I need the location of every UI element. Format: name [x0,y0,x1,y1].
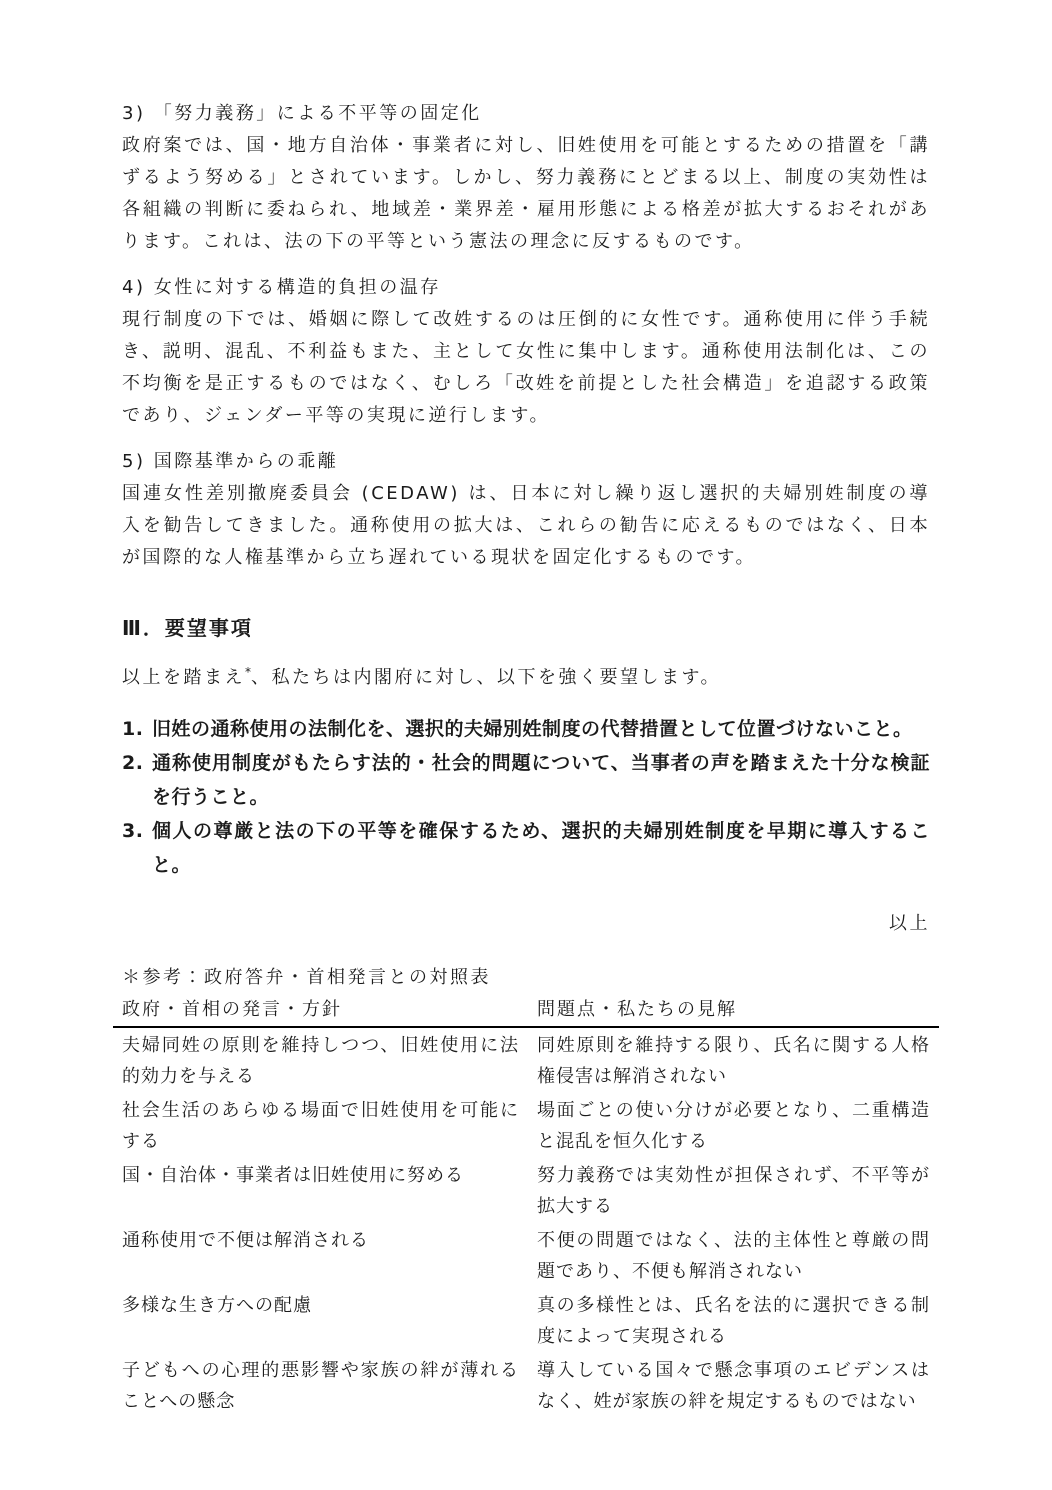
cell-government-statement: 子どもへの心理的悪影響や家族の絆が薄れることへの懸念 [122,1360,519,1412]
demand-item-2 [122,746,930,814]
demand-text: 旧姓の通称使用の法制化を、選択的夫婦別姓制度の代替措置として位置づけないこと。 [152,718,913,740]
asterisk-superscript: * [245,665,251,679]
table-header-government: 政府・首相の発言・方針 [113,994,528,1027]
table-row [113,1027,939,1093]
section-body: 政府案では、国・地方自治体・事業者に対し、旧姓使用を可能とするための措置を「講ずるよう努める」とされています。しかし、努力義務にとどまる以上、制度の実効性は各組織の判断に委ねられ、地域差・業界差・雇用形態による格差が拡大するおそれがあります。これは、法の下の平等という憲法の理念に反するものです。 [122,135,930,252]
cell-our-view: 努力義務では実効性が担保されず、不平等が拡大する [537,1165,930,1217]
table-header-row [113,994,939,1027]
closing-text: 以上 [889,913,930,934]
requests-intro [122,662,930,694]
demand-text: 通称使用制度がもたらす法的・社会的問題について、当事者の声を踏まえた十分な検証を行うこと。 [152,752,930,808]
requests-section-heading: Ⅲ．要望事項 [122,616,253,640]
table-header-issues: 問題点・私たちの見解 [528,994,939,1027]
section-5-international-standards [122,446,930,574]
section-heading: 3) 「努力義務」による不平等の固定化 [122,103,482,124]
comparison-table-body [113,1027,939,1418]
section-body: 国連女性差別撤廃委員会 (CEDAW) は、日本に対し繰り返し選択的夫婦別姓制度の導入を勧告してきました。通称使用の拡大は、これらの勧告に応えるものではなく、日本が国際的な人権基準から立ち遅れている現状を固定化するものです。 [122,483,930,568]
table-row [113,1223,939,1288]
demand-number: 2. [122,752,144,774]
table-row [113,1093,939,1158]
table-row [113,1158,939,1223]
section-3-effort-obligation [122,98,930,258]
demand-item-1 [122,712,930,746]
cell-government-statement: 夫婦同姓の原則を維持しつつ、旧姓使用に法的効力を与える [122,1035,519,1087]
table-row [113,1353,939,1418]
section-4-structural-burden [122,272,930,432]
reference-note: ＊参考：政府答弁・首相発言との対照表 [122,967,491,988]
demand-number: 3. [122,820,144,842]
cell-government-statement: 通称使用で不便は解消される [122,1230,369,1251]
section-body: 現行制度の下では、婚姻に際して改姓するのは圧倒的に女性です。通称使用に伴う手続き、説明、混乱、不利益もまた、主として女性に集中します。通称使用法制化は、この不均衡を是正するものではなく、むしろ「改姓を前提とした社会構造」を追認する政策であり、ジェンダー平等の実現に逆行します。 [122,309,930,426]
cell-our-view: 導入している国々で懸念事項のエビデンスはなく、姓が家族の絆を規定するものではない [537,1360,930,1412]
cell-government-statement: 国・自治体・事業者は旧姓使用に努める [122,1165,464,1186]
cell-our-view: 同姓原則を維持する限り、氏名に関する人格権侵害は解消されない [537,1035,930,1087]
intro-text-before: 以上を踏まえ [122,667,245,688]
intro-text-after: 、私たちは内閣府に対し、以下を強く要望します。 [251,667,722,688]
cell-our-view: 不便の問題ではなく、法的主体性と尊厳の問題であり、不便も解消されない [537,1230,930,1282]
cell-our-view: 場面ごとの使い分けが必要となり、二重構造と混乱を恒久化する [537,1100,930,1152]
cell-government-statement: 社会生活のあらゆる場面で旧姓使用を可能にする [122,1100,519,1152]
table-row [113,1288,939,1353]
cell-our-view: 真の多様性とは、氏名を法的に選択できる制度によって実現される [537,1295,930,1347]
comparison-table [113,994,939,1418]
section-heading: 4) 女性に対する構造的負担の温存 [122,277,441,298]
demand-text: 個人の尊厳と法の下の平等を確保するため、選択的夫婦別姓制度を早期に導入すること。 [152,820,930,876]
cell-government-statement: 多様な生き方への配慮 [122,1295,312,1316]
demand-item-3 [122,814,930,882]
section-heading: 5) 国際基準からの乖離 [122,451,339,472]
demand-number: 1. [122,718,144,740]
demands-list [122,712,930,882]
